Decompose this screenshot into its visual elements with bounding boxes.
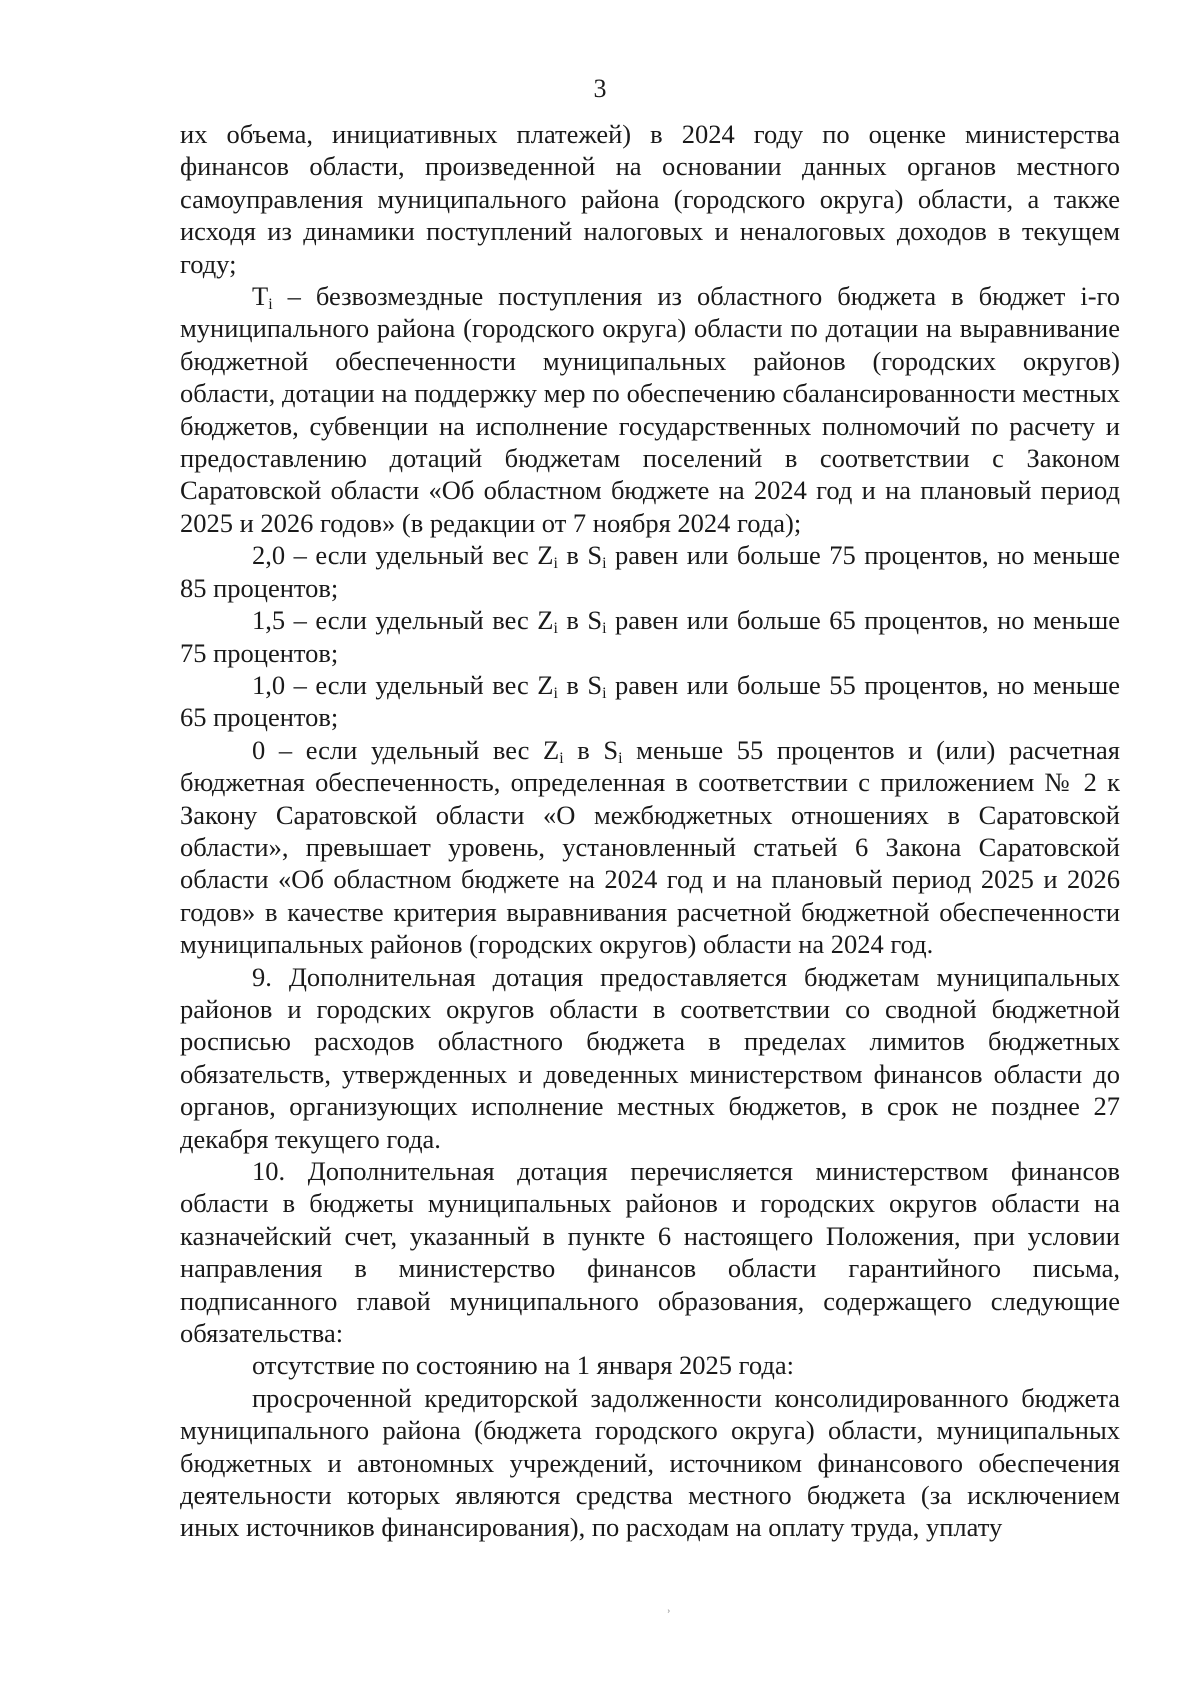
paragraph-text: отсутствие по состоянию на 1 января 2025 года: bbox=[252, 1350, 794, 1381]
paragraph-text: равен или больше 75 процентов, но меньше 85 процентов; bbox=[180, 540, 1120, 603]
subscript-i: i bbox=[559, 749, 564, 767]
paragraph-text: в S bbox=[557, 605, 603, 636]
paragraph-text: просроченной кредиторской задолженности консолидированного бюджета муниципального района (бюджета городского округа) области, муниципальных бюджетных и автономных учреждений, источником финансового обеспечения деятельности которых являются средства местного бюджета (за исключением иных источников финансирования), по расходам на оплату труда, уплату bbox=[180, 1382, 1120, 1543]
paragraph-text: в S bbox=[557, 540, 603, 571]
paragraph-text: 10. Дополнительная дотация перечисляется министерством финансов области в бюджеты муниципальных районов и городских округов области на казначейский счет, указанный в пункте 6 настоящего Положения, при условии направления в министерство финансов области гарантийного письма, подписанного главой муниципального образования, содержащего следующие обязательства: bbox=[180, 1156, 1120, 1349]
scan-artifact: ʾ bbox=[666, 1608, 672, 1625]
paragraph-absence-clause bbox=[180, 1349, 1120, 1381]
paragraph-coefficient-1-0 bbox=[180, 669, 1120, 734]
paragraph-text: равен или больше 55 процентов, но меньше 65 процентов; bbox=[180, 669, 1120, 733]
paragraph-coefficient-2-0 bbox=[180, 539, 1120, 604]
subscript-i: i bbox=[602, 555, 607, 573]
paragraph-ti-definition bbox=[180, 280, 1120, 539]
subscript-i: i bbox=[553, 555, 558, 573]
paragraph-coefficient-0 bbox=[180, 734, 1120, 961]
subscript-i: i bbox=[268, 296, 273, 313]
document-body bbox=[180, 118, 1120, 1544]
subscript-i: i bbox=[618, 749, 623, 767]
subscript-i: i bbox=[602, 684, 607, 702]
paragraph-text: равен или больше 65 процентов, но меньше 75 процентов; bbox=[180, 605, 1120, 668]
paragraph-continuation bbox=[180, 118, 1120, 280]
subscript-i: i bbox=[602, 620, 607, 638]
symbol-t: T bbox=[252, 281, 269, 312]
paragraph-text: 1,5 – если удельный вес Z bbox=[252, 605, 554, 636]
paragraph-text: 2,0 – если удельный вес Z bbox=[252, 540, 554, 571]
paragraph-coefficient-1-5 bbox=[180, 604, 1120, 669]
paragraph-text: 1,0 – если удельный вес Z bbox=[252, 669, 554, 700]
paragraph-text: в S bbox=[563, 734, 619, 765]
subscript-i: i bbox=[553, 684, 558, 702]
paragraph-item-10 bbox=[180, 1155, 1120, 1349]
page-number: 3 bbox=[593, 74, 607, 103]
paragraph-text: меньше 55 процентов и (или) расчетная бюджетная обеспеченность, определенная в соответствии с приложением № 2 к Закону Саратовской области «О межбюджетных отношениях в Саратовской области», превышает уровень, установленный статьей 6 Закона Саратовской области «Об областном бюджете на 2024 год и на плановый период 2025 и 2026 годов» в качестве критерия выравнивания расчетной бюджетной обеспеченности муниципальных районов (городских округов) области на 2024 год. bbox=[180, 734, 1121, 960]
paragraph-text: в S bbox=[557, 669, 603, 700]
paragraph-item-9 bbox=[180, 961, 1120, 1155]
subscript-i: i bbox=[553, 620, 558, 638]
paragraph-text: 9. Дополнительная дотация предоставляется бюджетам муниципальных районов и городских округов области в соответствии со сводной бюджетной росписью расходов областного бюджета в пределах лимитов бюджетных обязательств, утвержденных и доведенных министерством финансов области до органов, организующих исполнение местных бюджетов, в срок не позднее 27 декабря текущего года. bbox=[180, 961, 1120, 1154]
paragraph-text: их объема, инициативных платежей) в 2024 году по оценке министерства финансов области, произведенной на основании данных органов местного самоуправления муниципального района (городского округа) области, а также исходя из динамики поступлений налоговых и неналоговых доходов в текущем году; bbox=[180, 119, 1120, 279]
paragraph-overdue-debt bbox=[180, 1382, 1120, 1544]
paragraph-text: 0 – если удельный вес Z bbox=[252, 734, 560, 765]
paragraph-text: – безвозмездные поступления из областного бюджета в бюджет i-го муниципального района (городского округа) области по дотации на выравнивание бюджетной обеспеченности муниципальных районов (городских округов) области, дотации на поддержку мер по обеспечению сбалансированности местных бюджетов, субвенции на исполнение государственных полномочий по расчету и предоставлению дотаций бюджетам поселений в соответствии с Законом Саратовской области «Об областном бюджете на 2024 год и на плановый период 2025 и 2026 годов» (в редакции от 7 ноября 2024 года); bbox=[180, 281, 1120, 538]
